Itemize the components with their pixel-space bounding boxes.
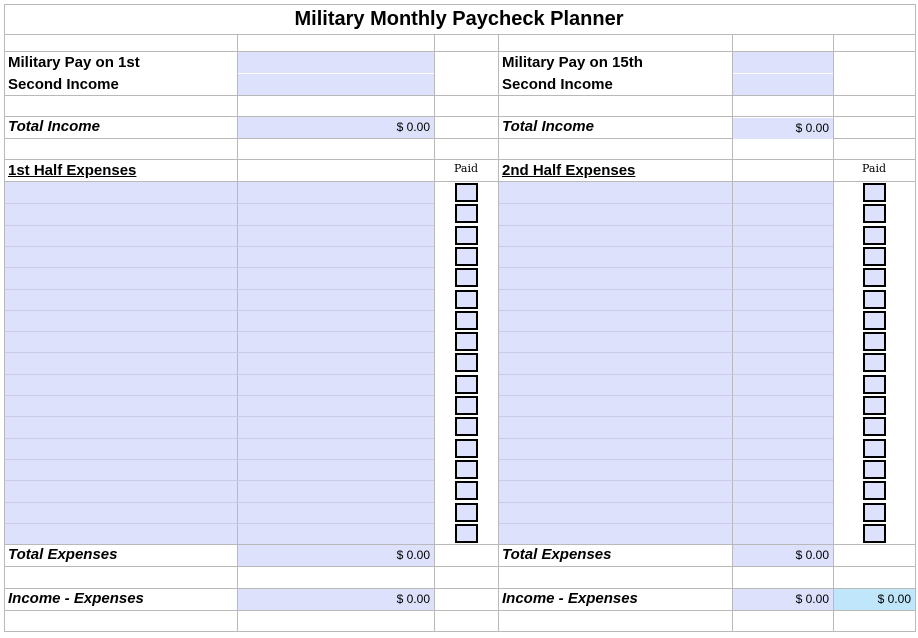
expense-row-separator [5, 203, 434, 204]
total-expenses-left-label: Total Expenses [8, 546, 118, 563]
first-half-paid-checkbox[interactable] [455, 524, 478, 543]
second-half-paid-checkbox[interactable] [863, 353, 886, 372]
second-half-expenses-heading: 2nd Half Expenses [502, 162, 636, 179]
grid-line [4, 610, 916, 611]
second-half-paid-checkbox[interactable] [863, 204, 886, 223]
first-half-paid-checkbox[interactable] [455, 332, 478, 351]
expense-row-separator [5, 225, 434, 226]
military-pay-15th-input[interactable] [733, 52, 833, 73]
second-income-right-label: Second Income [502, 76, 613, 93]
paid-right-header: Paid [862, 162, 887, 175]
first-half-expense-amounts[interactable] [238, 182, 434, 544]
expense-row-separator [499, 480, 833, 481]
expense-row-separator [499, 395, 833, 396]
expense-row-separator [5, 310, 434, 311]
second-half-paid-checkbox[interactable] [863, 439, 886, 458]
second-half-paid-checkbox[interactable] [863, 332, 886, 351]
monthly-net-value: $ 0.00 [834, 589, 915, 610]
income-minus-expenses-left-value: $ 0.00 [238, 589, 434, 610]
expense-row-separator [5, 246, 434, 247]
first-half-paid-checkbox[interactable] [455, 290, 478, 309]
grid-line [4, 116, 916, 117]
first-half-paid-checkbox[interactable] [455, 247, 478, 266]
expense-row-separator [499, 502, 833, 503]
expense-row-separator [499, 267, 833, 268]
first-half-paid-checkbox[interactable] [455, 481, 478, 500]
expense-row-separator [5, 331, 434, 332]
first-half-expense-names[interactable] [5, 182, 237, 544]
second-half-paid-checkbox[interactable] [863, 417, 886, 436]
expense-row-separator [499, 289, 833, 290]
second-income-left-label: Second Income [8, 76, 119, 93]
second-half-paid-checkbox[interactable] [863, 481, 886, 500]
paid-left-header: Paid [454, 162, 479, 175]
expense-row-separator [499, 523, 833, 524]
military-pay-1st-label: Military Pay on 1st [8, 54, 140, 71]
second-half-paid-checkbox[interactable] [863, 396, 886, 415]
total-income-right-label: Total Income [502, 118, 594, 135]
total-expenses-right-label: Total Expenses [502, 546, 612, 563]
expense-row-separator [499, 352, 833, 353]
second-half-paid-checkbox[interactable] [863, 226, 886, 245]
first-half-paid-checkbox[interactable] [455, 375, 478, 394]
grid-line [833, 34, 834, 632]
expense-row-separator [499, 416, 833, 417]
first-half-paid-checkbox[interactable] [455, 311, 478, 330]
expense-row-separator [5, 480, 434, 481]
first-half-paid-checkbox[interactable] [455, 226, 478, 245]
income-minus-expenses-left-label: Income - Expenses [8, 590, 144, 607]
first-half-paid-checkbox[interactable] [455, 439, 478, 458]
grid-line [4, 159, 916, 160]
expense-row-separator [499, 203, 833, 204]
first-half-paid-checkbox[interactable] [455, 204, 478, 223]
expense-row-separator [5, 416, 434, 417]
second-half-paid-checkbox[interactable] [863, 503, 886, 522]
expense-row-separator [5, 459, 434, 460]
expense-row-separator [499, 459, 833, 460]
expense-row-separator [5, 502, 434, 503]
expense-row-separator [499, 225, 833, 226]
total-expenses-right-value: $ 0.00 [733, 545, 833, 566]
expense-row-separator [499, 331, 833, 332]
military-pay-1st-input[interactable] [238, 52, 434, 73]
total-income-right-value: $ 0.00 [733, 118, 833, 139]
second-half-paid-checkbox[interactable] [863, 247, 886, 266]
second-half-paid-checkbox[interactable] [863, 183, 886, 202]
grid-line [434, 34, 435, 632]
first-half-paid-checkbox[interactable] [455, 353, 478, 372]
first-half-paid-checkbox[interactable] [455, 183, 478, 202]
first-half-paid-checkbox[interactable] [455, 460, 478, 479]
expense-row-separator [5, 438, 434, 439]
page-title: Military Monthly Paycheck Planner [294, 8, 624, 30]
second-half-paid-checkbox[interactable] [863, 460, 886, 479]
second-half-expense-amounts[interactable] [733, 182, 833, 544]
total-income-left-value: $ 0.00 [238, 117, 434, 138]
first-half-paid-checkbox[interactable] [455, 268, 478, 287]
expense-row-separator [499, 310, 833, 311]
expense-row-separator [499, 374, 833, 375]
military-pay-15th-label: Military Pay on 15th [502, 54, 643, 71]
income-minus-expenses-right-label: Income - Expenses [502, 590, 638, 607]
second-half-paid-checkbox[interactable] [863, 268, 886, 287]
second-half-paid-checkbox[interactable] [863, 311, 886, 330]
first-half-paid-checkbox[interactable] [455, 417, 478, 436]
total-income-left-label: Total Income [8, 118, 100, 135]
first-half-paid-checkbox[interactable] [455, 503, 478, 522]
expense-row-separator [5, 352, 434, 353]
second-income-right-input[interactable] [733, 74, 833, 95]
second-half-paid-checkbox[interactable] [863, 290, 886, 309]
expense-row-separator [5, 523, 434, 524]
second-half-paid-checkbox[interactable] [863, 375, 886, 394]
expense-row-separator [499, 246, 833, 247]
income-minus-expenses-right-value: $ 0.00 [733, 589, 833, 610]
expense-row-separator [5, 374, 434, 375]
expense-row-separator [5, 289, 434, 290]
expense-row-separator [5, 395, 434, 396]
expense-row-separator [499, 438, 833, 439]
total-expenses-left-value: $ 0.00 [238, 545, 434, 566]
second-income-left-input[interactable] [238, 74, 434, 95]
grid-line [4, 34, 916, 35]
second-half-paid-checkbox[interactable] [863, 524, 886, 543]
first-half-paid-checkbox[interactable] [455, 396, 478, 415]
first-half-expenses-heading: 1st Half Expenses [8, 162, 137, 179]
grid-line [4, 566, 916, 567]
expense-row-separator [5, 267, 434, 268]
grid-line [4, 95, 916, 96]
second-half-expense-names[interactable] [499, 182, 732, 544]
